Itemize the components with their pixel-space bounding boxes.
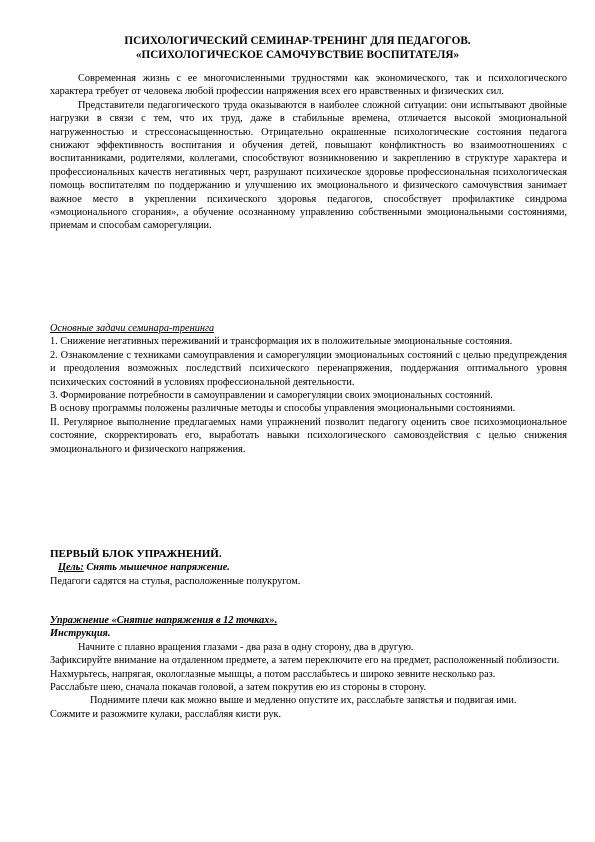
goal-label: Цель: [58,562,84,574]
instruction-label: Инструкция. [50,628,111,640]
section-title: ПЕРВЫЙ БЛОК УПРАЖНЕНИЙ. [50,548,222,560]
exercise-step: Поднимите плечи как можно выше и медленно опустите их, расслабьте запястья и подвигая ими. [90,695,517,707]
exercise-step: Сожмите и разожмите кулаки, расслабляя кисти рук. [50,708,282,720]
exercise-step: Нахмурьтесь, напрягая, окологлазные мышцы, а потом расслабьтесь и широко зевните несколько раз. [50,668,496,680]
seating-text: Педагоги садятся на стулья, расположенные полукругом. [50,575,301,587]
goal-text: Снять мышечное напряжение. [83,562,230,574]
task-item: 2. Ознакомление с техниками самоуправления и саморегуляции эмоциональных состояний с целью предупреждения и преодоления возможных последствий психического перенапряжения, поддержания оптимального уровня психических состояний в условиях профессиональной деятельности. [50,349,567,388]
task-item: 1. Снижение негативных переживаний и трансформация их в положительные эмоциональные состояния. [50,336,513,348]
task-item: В основу программы положены различные методы и способы управления эмоциональными состояниями. [50,403,516,415]
task-item: II. Регулярное выполнение предлагаемых нами упражнений позволит педагогу оценить свое психоэмоциональное состояние, скорректировать его, выработать навыки психологического самовоздействия с целью снижения эмоционального и физического напряжения. [50,416,567,455]
intro-paragraph: Представители педагогического труда оказываются в наиболее сложной ситуации: они испытывают двойные нагрузки в связи с тем, что их труд, даже в стабильные времена, отличается высокой эмоциональной нагруженностью и стрессонасыщенностью. Отрицательно окрашенные психологические состояния педагога снижают эффективность воспитания и обучения детей, повышают конфликтность во взаимоотношениях с воспитанниками, родителями, коллегами, способствуют возникновению и закреплению в структуре характера и профессиональных качеств негативных черт, разрушают психическое здоровье профессиональная психологическая помощь воспитателям по поддержанию и улучшению их эмоционального и физического самочувствия занимает важное место в укреплении психического здоровья педагогов, способствует профилактике синдрома «эмоционального сгорания», а обучение осознанному управлению собственными эмоциональными состояниями, приемам и способам саморегуляции. [50,99,567,232]
exercise-title: Упражнение «Снятие напряжения в 12 точках». [50,615,278,626]
document-title [40,34,555,62]
intro-section [50,72,567,233]
intro-paragraph: Современная жизнь с ее многочисленными трудностями как экономического, так и психологического характера требует от человека любой профессии напряжения всех его нравственных и физических сил. [50,73,567,98]
exercise-step: Расслабьте шею, сначала покачав головой, а затем покрутив ею из стороны в сторону. [50,682,427,694]
title-line-1: ПСИХОЛОГИЧЕСКИЙ СЕМИНАР-ТРЕНИНГ ДЛЯ ПЕДАГОГОВ. [124,35,471,47]
tasks-section [50,322,567,456]
tasks-heading: Основные задачи семинара-тренинга [50,323,215,334]
title-line-2: «ПСИХОЛОГИЧЕСКОЕ САМОЧУВСТВИЕ ВОСПИТАТЕЛЯ» [135,49,460,61]
exercise-step: Начните с плавно вращения глазами - два раза в одну сторону, два в другую. [78,641,414,653]
exercise-step: Зафиксируйте внимание на отдаленном предмете, а затем переключите его на предмет, расположенный поблизости. [50,655,560,667]
goal-line [50,561,567,574]
exercise-section [50,614,567,721]
block1-section [50,548,567,588]
task-item: 3. Формирование потребности в самоуправлении и саморегуляции своих эмоциональных состояний. [50,390,493,402]
